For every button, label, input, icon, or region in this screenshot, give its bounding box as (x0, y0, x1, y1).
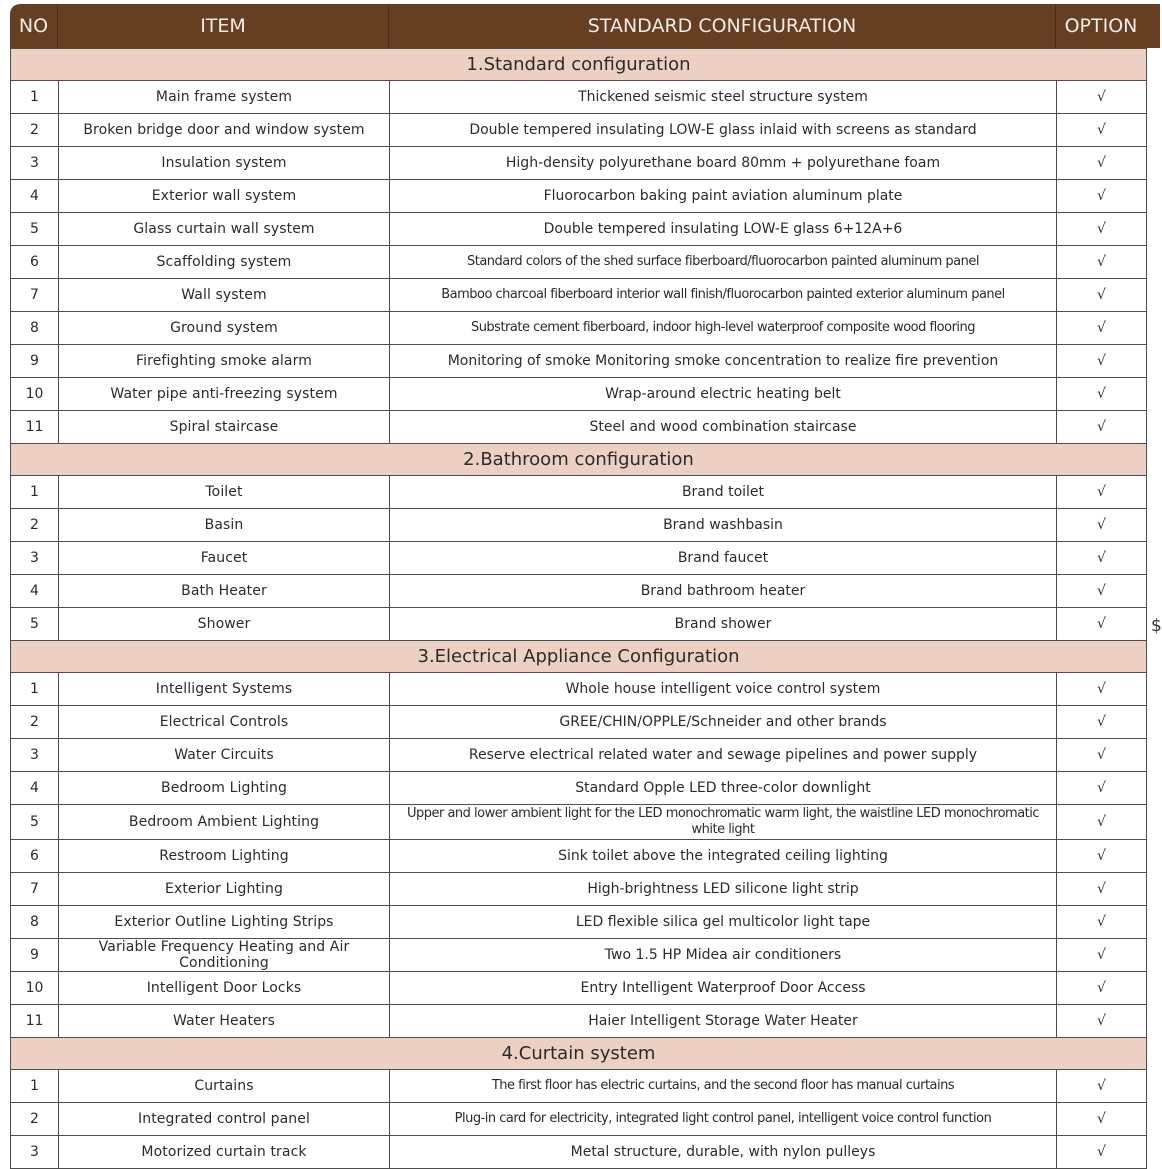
item-name: Bedroom Ambient Lighting (59, 805, 390, 840)
item-name: Scaffolding system (59, 246, 390, 279)
configuration-value: Two 1.5 HP Midea air conditioners (390, 939, 1057, 972)
row-number: 1 (11, 476, 59, 509)
table-row (11, 906, 1147, 939)
configuration-value: GREE/CHIN/OPPLE/Schneider and other brands (390, 706, 1057, 739)
table-row (11, 1136, 1147, 1169)
item-name: Water Heaters (59, 1005, 390, 1038)
check-icon: √ (1057, 772, 1147, 805)
check-icon: √ (1057, 378, 1147, 411)
item-name: Variable Frequency Heating and Air Conditioning (59, 939, 390, 972)
table-row (11, 476, 1147, 509)
item-name: Insulation system (59, 147, 390, 180)
section-header-row (11, 1038, 1147, 1070)
row-number: 7 (11, 873, 59, 906)
check-icon: √ (1057, 873, 1147, 906)
item-name: Curtains (59, 1070, 390, 1103)
table-row (11, 180, 1147, 213)
row-number: 4 (11, 180, 59, 213)
item-name: Toilet (59, 476, 390, 509)
configuration-value: Sink toilet above the integrated ceiling lighting (390, 840, 1057, 873)
column-header-option: OPTION (1064, 15, 1138, 37)
configuration-value: High-brightness LED silicone light strip (390, 873, 1057, 906)
row-number: 8 (11, 906, 59, 939)
row-number: 9 (11, 345, 59, 378)
row-number: 11 (11, 411, 59, 444)
item-name: Intelligent Systems (59, 673, 390, 706)
row-number: 2 (11, 706, 59, 739)
configuration-value: Double tempered insulating LOW-E glass inlaid with screens as standard (390, 114, 1057, 147)
configuration-value: Bamboo charcoal fiberboard interior wall finish/fluorocarbon painted exterior aluminum panel (390, 279, 1057, 312)
table-row (11, 378, 1147, 411)
check-icon: √ (1057, 345, 1147, 378)
table-row (11, 739, 1147, 772)
check-icon: √ (1057, 840, 1147, 873)
check-icon: √ (1057, 147, 1147, 180)
item-name: Intelligent Door Locks (59, 972, 390, 1005)
configuration-value: Reserve electrical related water and sewage pipelines and power supply (390, 739, 1057, 772)
check-icon: √ (1057, 246, 1147, 279)
item-name: Electrical Controls (59, 706, 390, 739)
item-name: Faucet (59, 542, 390, 575)
item-name: Integrated control panel (59, 1103, 390, 1136)
row-number: 2 (11, 509, 59, 542)
configuration-value: Brand bathroom heater (390, 575, 1057, 608)
table-row (11, 706, 1147, 739)
configuration-value: Whole house intelligent voice control system (390, 673, 1057, 706)
item-name: Ground system (59, 312, 390, 345)
item-name: Shower (59, 608, 390, 641)
configuration-value: LED flexible silica gel multicolor light tape (390, 906, 1057, 939)
check-icon: √ (1057, 739, 1147, 772)
configuration-value: Wrap-around electric heating belt (390, 378, 1057, 411)
table-row (11, 772, 1147, 805)
row-number: 6 (11, 840, 59, 873)
row-number: 5 (11, 805, 59, 840)
configuration-value: Brand faucet (390, 542, 1057, 575)
item-name: Water pipe anti-freezing system (59, 378, 390, 411)
row-number: 1 (11, 1070, 59, 1103)
item-name: Restroom Lighting (59, 840, 390, 873)
row-number: 10 (11, 378, 59, 411)
configuration-value: Haier Intelligent Storage Water Heater (390, 1005, 1057, 1038)
item-name: Basin (59, 509, 390, 542)
check-icon: √ (1057, 939, 1147, 972)
table-row (11, 1005, 1147, 1038)
check-icon: √ (1057, 706, 1147, 739)
configuration-value: Thickened seismic steel structure system (390, 81, 1057, 114)
table-row (11, 608, 1147, 641)
check-icon: √ (1057, 805, 1147, 840)
check-icon: √ (1057, 1136, 1147, 1169)
item-name: Motorized curtain track (59, 1136, 390, 1169)
check-icon: √ (1057, 1070, 1147, 1103)
table-row (11, 805, 1147, 840)
check-icon: √ (1057, 180, 1147, 213)
table-row (11, 939, 1147, 972)
row-number: 1 (11, 81, 59, 114)
row-number: 4 (11, 575, 59, 608)
check-icon: √ (1057, 312, 1147, 345)
table-row (11, 345, 1147, 378)
check-icon: √ (1057, 114, 1147, 147)
check-icon: √ (1057, 279, 1147, 312)
table-row (11, 213, 1147, 246)
check-icon: √ (1057, 906, 1147, 939)
configuration-value: Substrate cement fiberboard, indoor high-level waterproof composite wood flooring (390, 312, 1057, 345)
row-number: 5 (11, 213, 59, 246)
table-row (11, 1103, 1147, 1136)
item-name: Broken bridge door and window system (59, 114, 390, 147)
table-row (11, 840, 1147, 873)
row-number: 8 (11, 312, 59, 345)
table-row (11, 312, 1147, 345)
item-name: Bedroom Lighting (59, 772, 390, 805)
section-title: 2.Bathroom configuration (11, 444, 1147, 476)
column-header-no: NO (10, 4, 58, 48)
row-number: 10 (11, 972, 59, 1005)
configuration-value: Upper and lower ambient light for the LED monochromatic warm light, the waistline LED monochromatic white light (390, 805, 1057, 840)
configuration-value: Steel and wood combination staircase (390, 411, 1057, 444)
column-header-item: ITEM (58, 4, 389, 48)
table-row (11, 873, 1147, 906)
check-icon: √ (1057, 213, 1147, 246)
section-header-row (11, 444, 1147, 476)
row-number: 3 (11, 542, 59, 575)
table-row (11, 542, 1147, 575)
table-row (11, 147, 1147, 180)
row-number: 5 (11, 608, 59, 641)
table-row (11, 279, 1147, 312)
configuration-value: Brand washbasin (390, 509, 1057, 542)
table-row (11, 114, 1147, 147)
configuration-value: High-density polyurethane board 80mm + polyurethane foam (390, 147, 1057, 180)
section-title: 4.Curtain system (11, 1038, 1147, 1070)
table-row (11, 509, 1147, 542)
item-name: Wall system (59, 279, 390, 312)
configuration-value: Entry Intelligent Waterproof Door Access (390, 972, 1057, 1005)
row-number: 1 (11, 673, 59, 706)
item-name: Spiral staircase (59, 411, 390, 444)
configuration-value: The first floor has electric curtains, and the second floor has manual curtains (390, 1070, 1057, 1103)
item-name: Exterior Lighting (59, 873, 390, 906)
check-icon: √ (1057, 509, 1147, 542)
configuration-value: Standard colors of the shed surface fiberboard/fluorocarbon painted aluminum panel (390, 246, 1057, 279)
table-row (11, 411, 1147, 444)
row-number: 3 (11, 739, 59, 772)
item-name: Exterior wall system (59, 180, 390, 213)
row-number: 2 (11, 1103, 59, 1136)
table-row (11, 1070, 1147, 1103)
configuration-value: Monitoring of smoke Monitoring smoke concentration to realize fire prevention (390, 345, 1057, 378)
check-icon: √ (1057, 542, 1147, 575)
check-icon: √ (1057, 1005, 1147, 1038)
row-number: 3 (11, 1136, 59, 1169)
configuration-value: Double tempered insulating LOW-E glass 6+12A+6 (390, 213, 1057, 246)
configuration-value: Fluorocarbon baking paint aviation aluminum plate (390, 180, 1057, 213)
configuration-value: Brand toilet (390, 476, 1057, 509)
item-name: Bath Heater (59, 575, 390, 608)
item-name: Glass curtain wall system (59, 213, 390, 246)
configuration-value: Metal structure, durable, with nylon pulleys (390, 1136, 1057, 1169)
check-icon: √ (1057, 608, 1147, 641)
section-title: 3.Electrical Appliance Configuration (11, 641, 1147, 673)
item-name: Main frame system (59, 81, 390, 114)
configuration-value: Plug-in card for electricity, integrated light control panel, intelligent voice control function (390, 1103, 1057, 1136)
table-row (11, 673, 1147, 706)
row-number: 3 (11, 147, 59, 180)
check-icon: √ (1057, 411, 1147, 444)
check-icon: √ (1057, 673, 1147, 706)
check-icon: √ (1057, 1103, 1147, 1136)
row-number: 6 (11, 246, 59, 279)
row-number: 9 (11, 939, 59, 972)
row-number: 2 (11, 114, 59, 147)
column-header-configuration: STANDARD CONFIGURATION (389, 4, 1056, 48)
section-header-row (11, 49, 1147, 81)
configuration-table-body (11, 49, 1147, 1169)
stray-glyph: $ (1151, 616, 1162, 636)
table-row (11, 972, 1147, 1005)
item-name: Water Circuits (59, 739, 390, 772)
row-number: 7 (11, 279, 59, 312)
table-row (11, 246, 1147, 279)
section-header-row (11, 641, 1147, 673)
table-row (11, 81, 1147, 114)
row-number: 11 (11, 1005, 59, 1038)
item-name: Exterior Outline Lighting Strips (59, 906, 390, 939)
table-row (11, 575, 1147, 608)
check-icon: √ (1057, 81, 1147, 114)
section-title: 1.Standard configuration (11, 49, 1147, 81)
check-icon: √ (1057, 575, 1147, 608)
table-header (10, 4, 1160, 48)
configuration-table (10, 48, 1147, 1169)
configuration-value: Standard Opple LED three-color downlight (390, 772, 1057, 805)
item-name: Firefighting smoke alarm (59, 345, 390, 378)
configuration-value: Brand shower (390, 608, 1057, 641)
row-number: 4 (11, 772, 59, 805)
check-icon: √ (1057, 972, 1147, 1005)
check-icon: √ (1057, 476, 1147, 509)
